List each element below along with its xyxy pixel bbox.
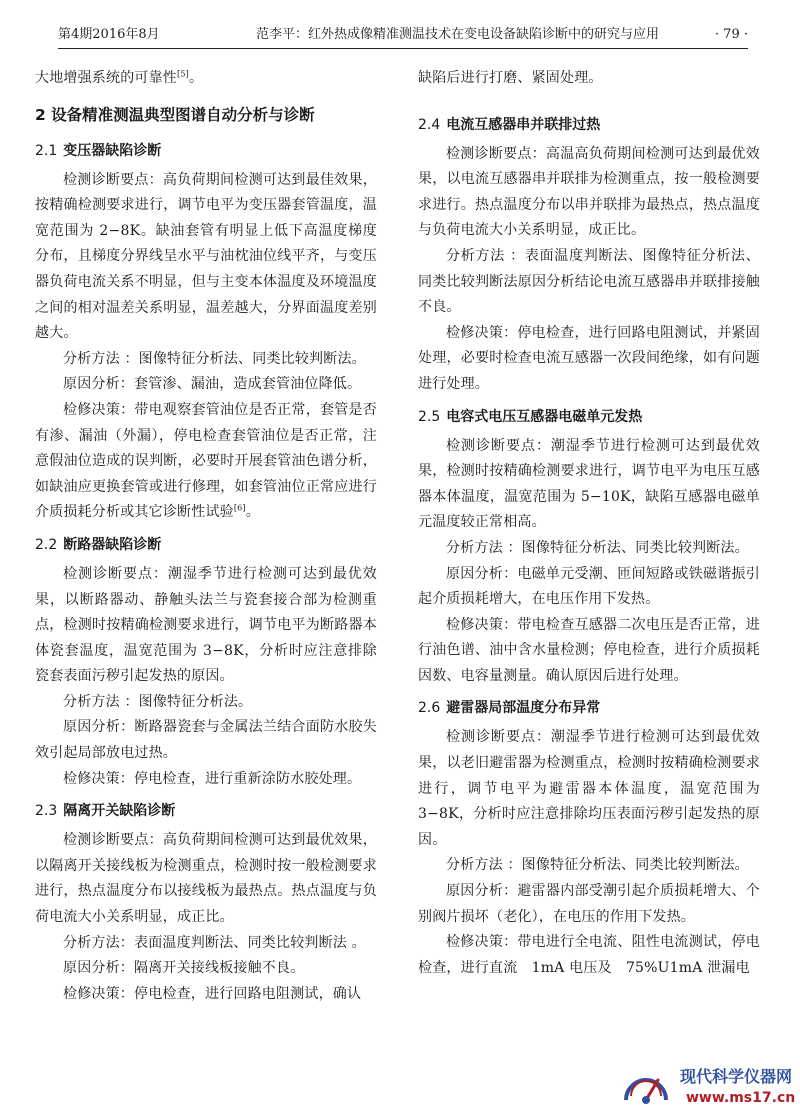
citation-6: [6]	[233, 503, 246, 513]
subsection-2-1-title: 2.1 变压器缺陷诊断	[35, 142, 162, 159]
intro-paragraph: 大地增强系统的可靠性[5]。	[35, 69, 204, 86]
subsection-2-2-title: 2.2 断路器缺陷诊断	[35, 536, 162, 553]
paragraph: 检测诊断要点：高温高负荷期间检测可达到最优效果，以电流互感器串并联排为检测重点，按一般检测要求进行。热点温度分布以串并联排为最热点，热点温度与负荷电流大小关系明显，成正比。	[418, 145, 760, 239]
paragraph: 检测诊断要点：潮湿季节进行检测可达到最优效果，检测时按精确检测要求进行，调节电平为电压互感器本体温度，温宽范围为 5−10K，缺陷互感器电磁单元温度较正常相高。	[418, 437, 760, 531]
right-column	[418, 66, 760, 981]
paragraph: 检测诊断要点：高负荷期间检测可达到最佳效果，按精确检测要求进行，调节电平为变压器套管温度，温宽范围为 2−8K。缺油套管有明显上低下高温度梯度分布，且梯度分界线呈水平与油枕油位线平齐，与变压器负荷电流关系不明显，但与主变本体温度及环境温度之间的相对温差关系明显，温差越大，分界面温度差别越大。	[35, 171, 377, 342]
left-column	[35, 66, 377, 1007]
paragraph: 检修决策：带电检查互感器二次电压是否正常，进行油色谱、油中含水量检测；停电检查，进行介质损耗因数、电容量测量。确认原因后进行处理。	[418, 616, 760, 684]
section-title: 2 设备精准测温典型图谱自动分析与诊断	[35, 105, 315, 124]
citation-5: [5]	[177, 69, 189, 79]
paragraph: 分析方法 ：图像特征分析法、同类比较判断法。	[446, 539, 749, 556]
paragraph: 分析方法 ：图像特征分析法。	[63, 693, 253, 710]
paragraph: 分析方法 ：图像特征分析法、同类比较判断法。	[446, 857, 749, 874]
paragraph: 原因分析：断路器瓷套与金属法兰结合面防水胶失效引起局部放电过热。	[35, 719, 377, 762]
paragraph: 检修决策：带电进行全电流、阻性电流测试，停电检查，进行直流 1mA 电压及 75%U1mA 泄漏电	[418, 934, 760, 976]
paragraph: 原因分析：套管渗、漏油，造成套管油位降低。	[63, 376, 362, 393]
paragraph: 检测诊断要点：高负荷期间检测可达到最优效果，以隔离开关接线板为检测重点，检测时按一般检测要求进行，热点温度分布以接线板为最热点。热点温度与负荷电流大小关系明显，成正比。	[35, 832, 377, 926]
paragraph: 分析方法 ：表面温度判断法、图像特征分析法、同类比较判断法原因分析结论电流互感器串并联排接触不良。	[418, 247, 760, 316]
watermark-name: 现代科学仪器网	[680, 1067, 793, 1086]
subsection-2-3-title: 2.3 隔离开关缺陷诊断	[35, 803, 176, 820]
site-watermark	[620, 1060, 800, 1115]
running-header	[58, 26, 748, 49]
gauge-logo-icon	[620, 1062, 672, 1112]
subsection-2-5-title: 2.5 电容式电压互感器电磁单元发热	[418, 408, 643, 425]
continued-paragraph: 缺陷后进行打磨、紧固处理。	[418, 70, 603, 86]
subsection-2-6-title: 2.6 避雷器局部温度分布异常	[418, 700, 601, 717]
journal-issue: 第4期2016年8月	[58, 27, 160, 42]
watermark-url: www.ms17.cn	[686, 1090, 796, 1106]
paragraph: 原因分析：避雷器内部受潮引起介质损耗增大、个别阀片损坏（老化），在电压的作用下发热。	[418, 883, 760, 925]
paragraph: 分析方法 ：图像特征分析法、同类比较判断法。	[63, 350, 366, 367]
paragraph: 检修决策：停电检查，进行回路电阻测试，并紧固处理，必要时检查电流互感器一次段间绝缘，如有问题进行处理。	[418, 324, 760, 392]
subsection-2-4-title: 2.4 电流互感器串并联排过热	[418, 116, 601, 133]
paragraph: 分析方法：表面温度判断法、同类比较判断法 。	[63, 934, 366, 951]
running-title: 范李平：红外热成像精准测温技术在变电设备缺陷诊断中的研究与应用	[256, 27, 660, 42]
paragraph: 检修决策：停电检查，进行回路电阻测试，确认	[63, 985, 362, 1002]
paragraph: 检测诊断要点：潮湿季节进行检测可达到最优效果，以断路器动、静触头法兰与瓷套接合部为检测重点，检测时按精确检测要求进行，调节电平为断路器本体瓷套温度，温宽范围为 3−8K，分析时应注意排除瓷套表面污秽引起发热的原因。	[35, 565, 377, 685]
paragraph: 检修决策：停电检查，进行重新涂防水胶处理。	[63, 770, 362, 787]
paragraph: 原因分析：电磁单元受潮、匝间短路或铁磁谐振引起介质损耗增大，在电压作用下发热。	[418, 565, 760, 608]
page-number: · 79 ·	[714, 27, 748, 42]
paragraph: 检修决策：带电观察套管油位是否正常，套管是否有渗、漏油（外漏），停电检查套管油位是否正常，注意假油位造成的误判断，必要时开展套管油色谱分析，如缺油应更换套管或进行修理，如套管油位正常应进行介质损耗分析或其它诊断性试验[6]。	[35, 401, 377, 521]
paragraph: 原因分析：隔离开关接线板接触不良。	[63, 960, 305, 977]
paragraph: 检测诊断要点：潮湿季节进行检测可达到最优效果，以老旧避雷器为检测重点，检测时按精确检测要求进行，调节电平为避雷器本体温度，温宽范围为 3−8K，分析时应注意排除均压表面污秽引起发热的原因。	[418, 729, 760, 848]
